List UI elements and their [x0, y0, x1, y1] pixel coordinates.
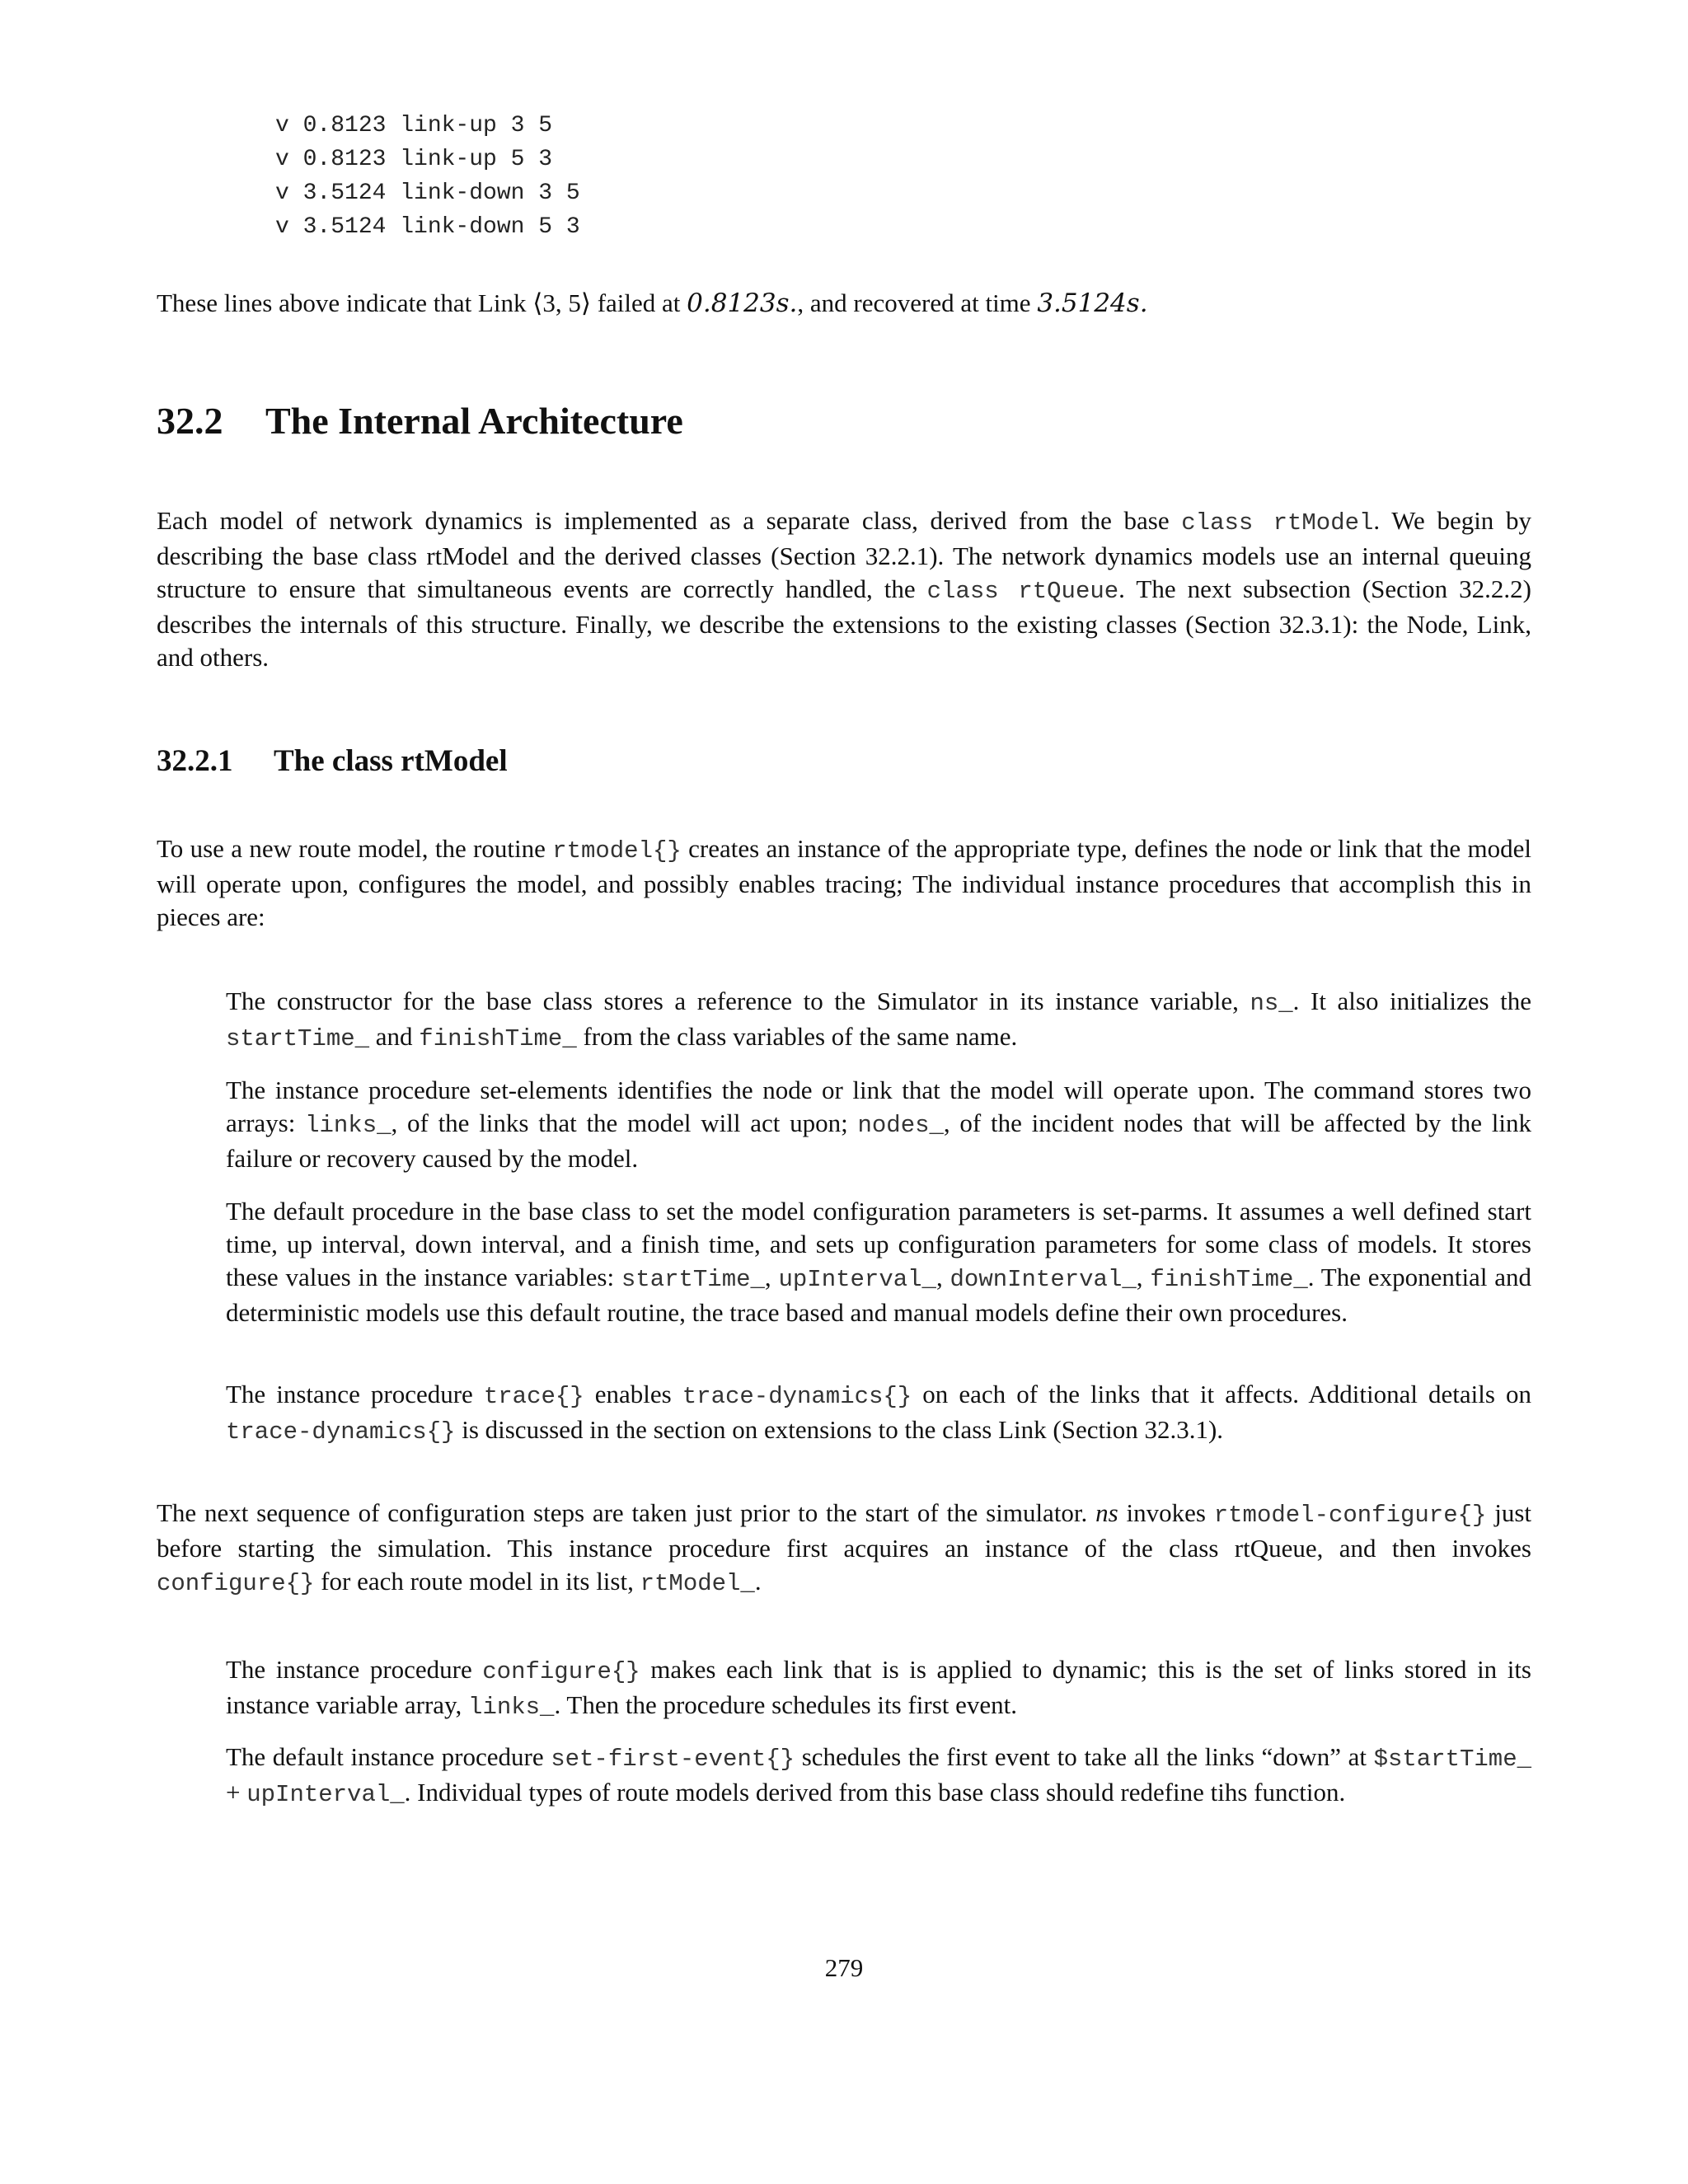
page-number: 279 — [824, 1953, 864, 1982]
route-model-paragraph: To use a new route model, the routine rtmodel{} creates an instance of the appropriate type, defines the node or link that the model will operate upon, configures the model, and possibly enables tracing; The individual instance procedures that accomplish this in pieces are: — [157, 834, 1531, 931]
code-block — [275, 109, 580, 244]
subsection-heading — [157, 743, 508, 779]
code-line: v 0.8123 link-up 5 3 — [275, 147, 553, 172]
section-title: The Internal Architecture — [265, 400, 683, 442]
code-line: v 0.8123 link-up 3 5 — [275, 113, 553, 138]
trace-item: The instance procedure trace{} enables trace-dynamics{} on each of the links that it affects. Additional details on trace-dynamics{} is discussed in the section on extensions to the class Link (Section 32.3.1). — [226, 1380, 1531, 1446]
recovery-time: 3.5124s. — [1037, 288, 1148, 318]
constructor-item: The constructor for the base class stores a reference to the Simulator in its instance variable, ns_. It also initializes the startTime_ and finishTime_ from the class variables of the same name. — [226, 987, 1532, 1052]
subsection-title: The class rtModel — [274, 744, 508, 778]
intro-paragraph: Each model of network dynamics is implemented as a separate class, derived from the base class rtModel. We begin by describing the base class rtModel and the derived classes (Section 32.2.1). The network dynamics models use an internal queuing structure to ensure that simultaneous events are correctly handled, the class rtQueue. The next subsection (Section 32.2.2) describes the internals of this structure. Finally, we describe the extensions to the existing classes (Section 32.3.1): the Node, Link, and others. — [157, 506, 1532, 672]
code-line: v 3.5124 link-down 5 3 — [275, 214, 580, 240]
set-first-event-item: The default instance procedure set-first-event{} schedules the first event to take all the links “down” at $startTime_ + upInterval_. Individual types of route models derived from this base class should redefine tihs function. — [226, 1742, 1531, 1808]
set-parms-item: The default procedure in the base class to set the model configuration parameters is set-parms. It assumes a well defined start time, up interval, down interval, and a finish time, and sets up configuration parameters for some class of models. It stores these values in the instance variables: startTime_, upInterval_, downInterval_, finishTime_. The exponential and deterministic models use this default routine, the trace based and manual models define their own procedures. — [226, 1197, 1532, 1327]
link-notation: ⟨3, 5⟩ — [532, 288, 591, 317]
next-sequence-paragraph: The next sequence of configuration steps are taken just prior to the start of the simulator. ns invokes rtmodel-configure{} just before starting the simulation. This instance procedure first acquires an instance of the class rtQueue, and then invokes configure{} for each route model in its list, rtModel_. — [157, 1498, 1532, 1597]
trace-explanation-paragraph: These lines above indicate that Link ⟨3, 5⟩ failed at 0.8123s., and recovered at time 3.5124s. — [157, 288, 1148, 318]
configure-item: The instance procedure configure{} makes each link that is is applied to dynamic; this is the set of links stored in its instance variable array, links_. Then the procedure schedules its first event. — [226, 1655, 1532, 1721]
subsection-number: 32.2.1 — [157, 744, 233, 778]
failure-time: 0.8123s. — [687, 288, 798, 318]
code-line: v 3.5124 link-down 3 5 — [275, 180, 580, 206]
section-number: 32.2 — [157, 400, 223, 442]
set-elements-item: The instance procedure set-elements identifies the node or link that the model will operate upon. The command stores two arrays: links_, of the links that the model will act upon; nodes_, of the incident nodes that will be affected by the link failure or recovery caused by the model. — [226, 1076, 1531, 1173]
section-heading — [157, 399, 683, 443]
